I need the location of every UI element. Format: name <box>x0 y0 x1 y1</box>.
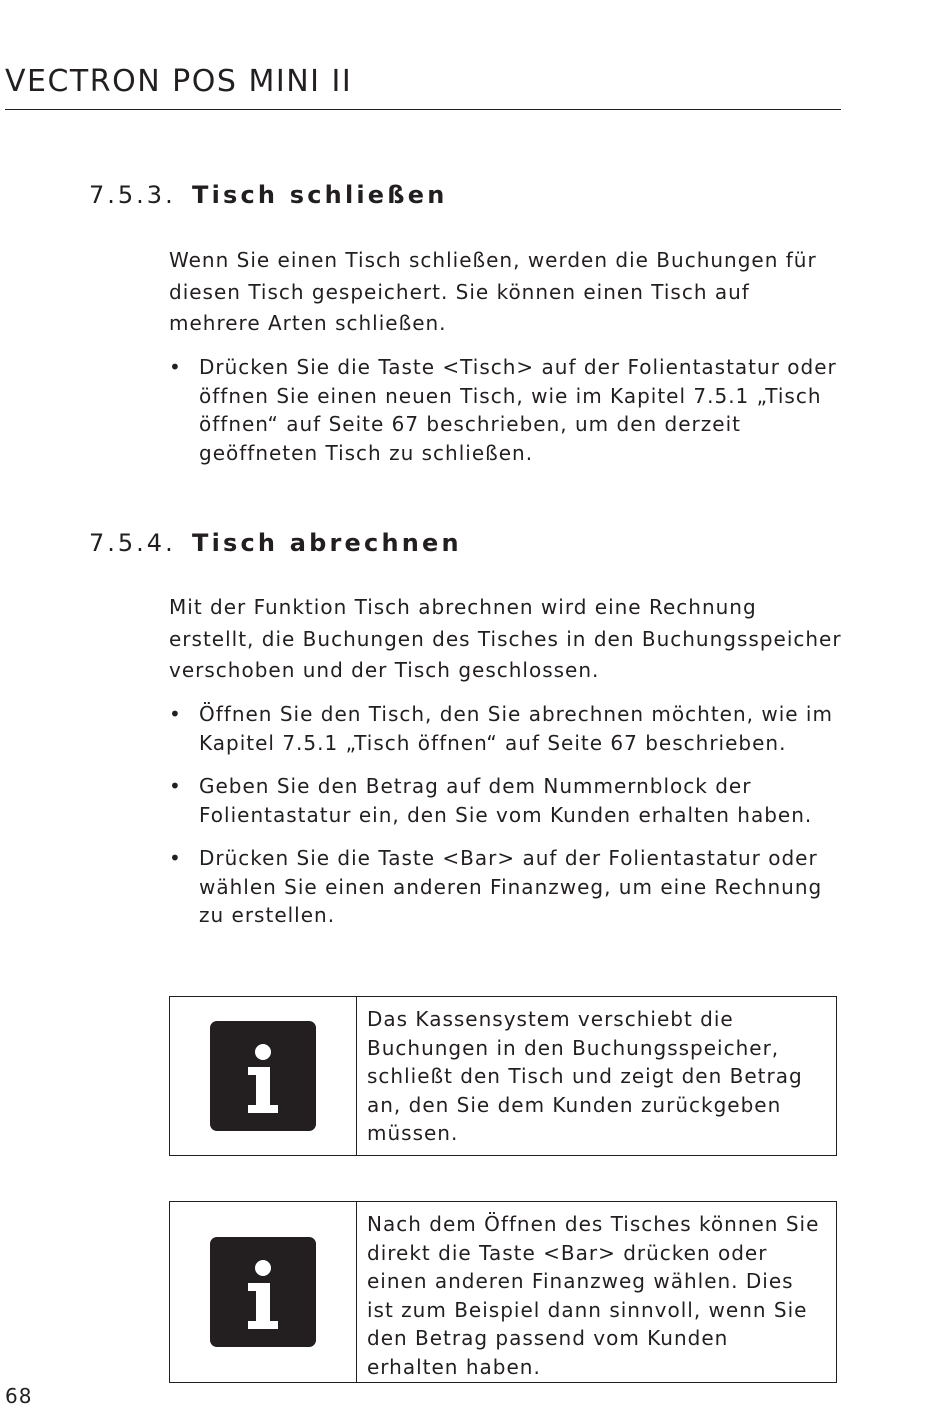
section-heading-tisch-abrechnen <box>89 529 462 557</box>
section-title: Tisch schließen <box>192 181 448 209</box>
list-item: • Drücken Sie die Taste <Bar> auf der Folientastatur oder wählen Sie einen anderen Finanzweg, um eine Rechnung zu erstellen. <box>169 844 844 930</box>
list-item: • Drücken Sie die Taste <Tisch> auf der Folientastatur oder öffnen Sie einen neuen Tisch, wie im Kapitel 7.5.1 „Tisch öffnen“ auf Seite 67 beschrieben, um den derzeit geöffneten Tisch zu schließen. <box>169 353 844 467</box>
info-icon <box>210 1021 316 1131</box>
section-intro: Mit der Funktion Tisch abrechnen wird eine Rechnung erstellt, die Buchungen des Tisches in den Buchungsspeicher verschoben und der Tisch geschlossen. <box>169 595 842 682</box>
bullet-list <box>169 353 844 482</box>
list-item: • Geben Sie den Betrag auf dem Nummernblock der Folientastatur ein, den Sie vom Kunden erhalten haben. <box>169 772 844 829</box>
info-icon-cell <box>170 1202 357 1382</box>
page-number: 68 <box>5 1384 33 1408</box>
info-note <box>169 1201 837 1383</box>
section-intro: Wenn Sie einen Tisch schließen, werden die Buchungen für diesen Tisch gespeichert. Sie können einen Tisch auf mehrere Arten schließen. <box>169 248 817 335</box>
info-note-text: Das Kassensystem verschiebt die Buchungen in den Buchungsspeicher, schließt den Tisch und zeigt den Betrag an, den Sie dem Kunden zurückgeben müssen. <box>367 1007 803 1145</box>
document-header-title: VECTRON POS MINI II <box>5 64 353 99</box>
list-item: • Öffnen Sie den Tisch, den Sie abrechnen möchten, wie im Kapitel 7.5.1 „Tisch öffnen“ auf Seite 67 beschrieben. <box>169 700 844 757</box>
info-icon <box>210 1237 316 1347</box>
section-number: 7.5.3. <box>89 181 176 209</box>
section-heading-tisch-schliessen <box>89 181 448 209</box>
info-note-text: Nach dem Öffnen des Tisches können Sie direkt die Taste <Bar> drücken oder einen anderen Finanzweg wählen. Dies ist zum Beispiel dann sinnvoll, wenn Sie den Betrag passend vom Kunden erhalten haben. <box>367 1212 820 1379</box>
section-title: Tisch abrechnen <box>192 529 462 557</box>
section-number: 7.5.4. <box>89 529 176 557</box>
header-divider <box>5 109 841 110</box>
bullet-list <box>169 700 844 945</box>
info-icon-cell <box>170 997 357 1155</box>
info-note <box>169 996 837 1156</box>
